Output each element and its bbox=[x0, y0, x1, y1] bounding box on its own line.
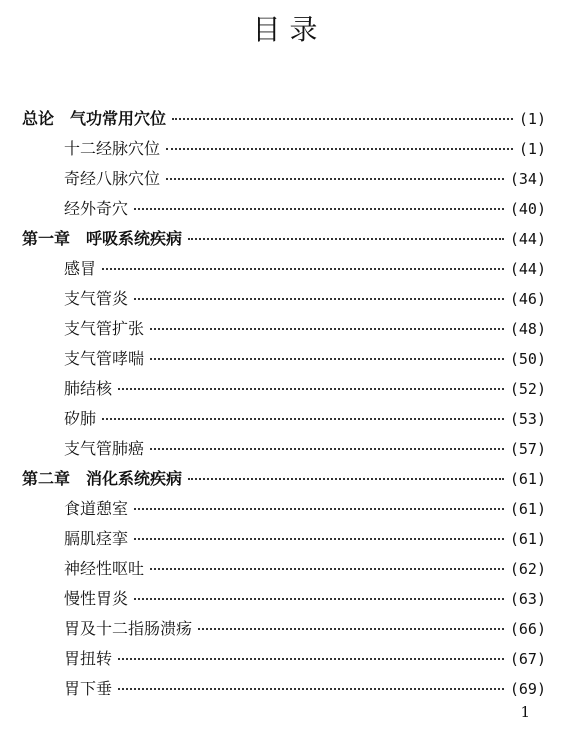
toc-entry-label: 胃扭转 bbox=[64, 649, 113, 668]
toc-entry-label: 支气管扩张 bbox=[64, 319, 145, 338]
toc-entry-page: (63) bbox=[509, 590, 546, 608]
toc-entry-page: (46) bbox=[509, 290, 546, 308]
toc-entry[interactable] bbox=[22, 494, 546, 524]
dot-leader bbox=[118, 658, 504, 660]
dot-leader bbox=[150, 328, 504, 330]
dot-leader bbox=[166, 148, 513, 150]
toc-entry[interactable] bbox=[22, 584, 546, 614]
toc-entry-label: 奇经八脉穴位 bbox=[64, 169, 161, 188]
toc-entry-label: 矽肺 bbox=[64, 409, 97, 428]
toc-entry[interactable] bbox=[22, 254, 546, 284]
dot-leader bbox=[150, 568, 504, 570]
dot-leader bbox=[134, 298, 504, 300]
toc-entry[interactable] bbox=[22, 374, 546, 404]
toc-entry-label: 感冒 bbox=[64, 259, 97, 278]
toc-entry[interactable] bbox=[22, 224, 546, 254]
toc-entry-page: (52) bbox=[509, 380, 546, 398]
toc-entry-page: (48) bbox=[509, 320, 546, 338]
dot-leader bbox=[150, 358, 504, 360]
dot-leader bbox=[198, 628, 504, 630]
toc-entry[interactable] bbox=[22, 314, 546, 344]
toc-entry[interactable] bbox=[22, 134, 546, 164]
dot-leader bbox=[118, 688, 504, 690]
dot-leader bbox=[150, 448, 504, 450]
dot-leader bbox=[134, 598, 504, 600]
toc-entry[interactable] bbox=[22, 434, 546, 464]
toc-entry[interactable] bbox=[22, 104, 546, 134]
toc-entry-label: 支气管肺癌 bbox=[64, 439, 145, 458]
toc-entry-label: 总论 气功常用穴位 bbox=[22, 109, 167, 128]
page-number: 1 bbox=[520, 703, 530, 721]
toc-entry-page: (50) bbox=[509, 350, 546, 368]
dot-leader bbox=[102, 418, 504, 420]
toc-entry-label: 慢性胃炎 bbox=[64, 589, 129, 608]
toc-entry[interactable] bbox=[22, 344, 546, 374]
toc-entry-label: 第二章 消化系统疾病 bbox=[22, 469, 183, 488]
toc-entry-page: (61) bbox=[509, 530, 546, 548]
toc-entry-page: (62) bbox=[509, 560, 546, 578]
toc-entry-page: (53) bbox=[509, 410, 546, 428]
dot-leader bbox=[102, 268, 504, 270]
page-title: 目 录 bbox=[252, 13, 318, 46]
toc-entry-label: 经外奇穴 bbox=[64, 199, 129, 218]
toc-entry[interactable] bbox=[22, 524, 546, 554]
dot-leader bbox=[172, 118, 513, 120]
dot-leader bbox=[188, 238, 504, 240]
toc-entry-page: (57) bbox=[509, 440, 546, 458]
dot-leader bbox=[134, 508, 504, 510]
toc-entry[interactable] bbox=[22, 674, 546, 704]
toc-entry-page: (61) bbox=[509, 500, 546, 518]
toc-entry[interactable] bbox=[22, 404, 546, 434]
toc-entry[interactable] bbox=[22, 644, 546, 674]
dot-leader bbox=[134, 538, 504, 540]
toc-entry-page: (44) bbox=[509, 230, 546, 248]
toc-entry-label: 胃及十二指肠溃疡 bbox=[64, 619, 193, 638]
toc-entry-page: (44) bbox=[509, 260, 546, 278]
toc-entry-label: 第一章 呼吸系统疾病 bbox=[22, 229, 183, 248]
toc-entry-page: (40) bbox=[509, 200, 546, 218]
toc-entry[interactable] bbox=[22, 464, 546, 494]
toc-entry-label: 十二经脉穴位 bbox=[64, 139, 161, 158]
toc-entry[interactable] bbox=[22, 554, 546, 584]
dot-leader bbox=[134, 208, 504, 210]
toc-entry-label: 胃下垂 bbox=[64, 679, 113, 698]
toc-entry-label: 肺结核 bbox=[64, 379, 113, 398]
toc-entry-page: (34) bbox=[509, 170, 546, 188]
toc-entry-label: 食道憩室 bbox=[64, 499, 129, 518]
table-of-contents bbox=[22, 104, 546, 704]
toc-entry-label: 神经性呕吐 bbox=[64, 559, 145, 578]
toc-entry-page: (61) bbox=[509, 470, 546, 488]
toc-entry-label: 膈肌痉挛 bbox=[64, 529, 129, 548]
dot-leader bbox=[118, 388, 504, 390]
toc-entry-page: (1) bbox=[518, 110, 546, 128]
toc-entry-page: (69) bbox=[509, 680, 546, 698]
toc-entry-page: (66) bbox=[509, 620, 546, 638]
toc-entry[interactable] bbox=[22, 164, 546, 194]
toc-entry-page: (1) bbox=[518, 140, 546, 158]
toc-entry-label: 支气管哮喘 bbox=[64, 349, 145, 368]
toc-entry-label: 支气管炎 bbox=[64, 289, 129, 308]
toc-entry[interactable] bbox=[22, 194, 546, 224]
toc-entry[interactable] bbox=[22, 614, 546, 644]
toc-entry[interactable] bbox=[22, 284, 546, 314]
toc-entry-page: (67) bbox=[509, 650, 546, 668]
dot-leader bbox=[188, 478, 504, 480]
dot-leader bbox=[166, 178, 504, 180]
